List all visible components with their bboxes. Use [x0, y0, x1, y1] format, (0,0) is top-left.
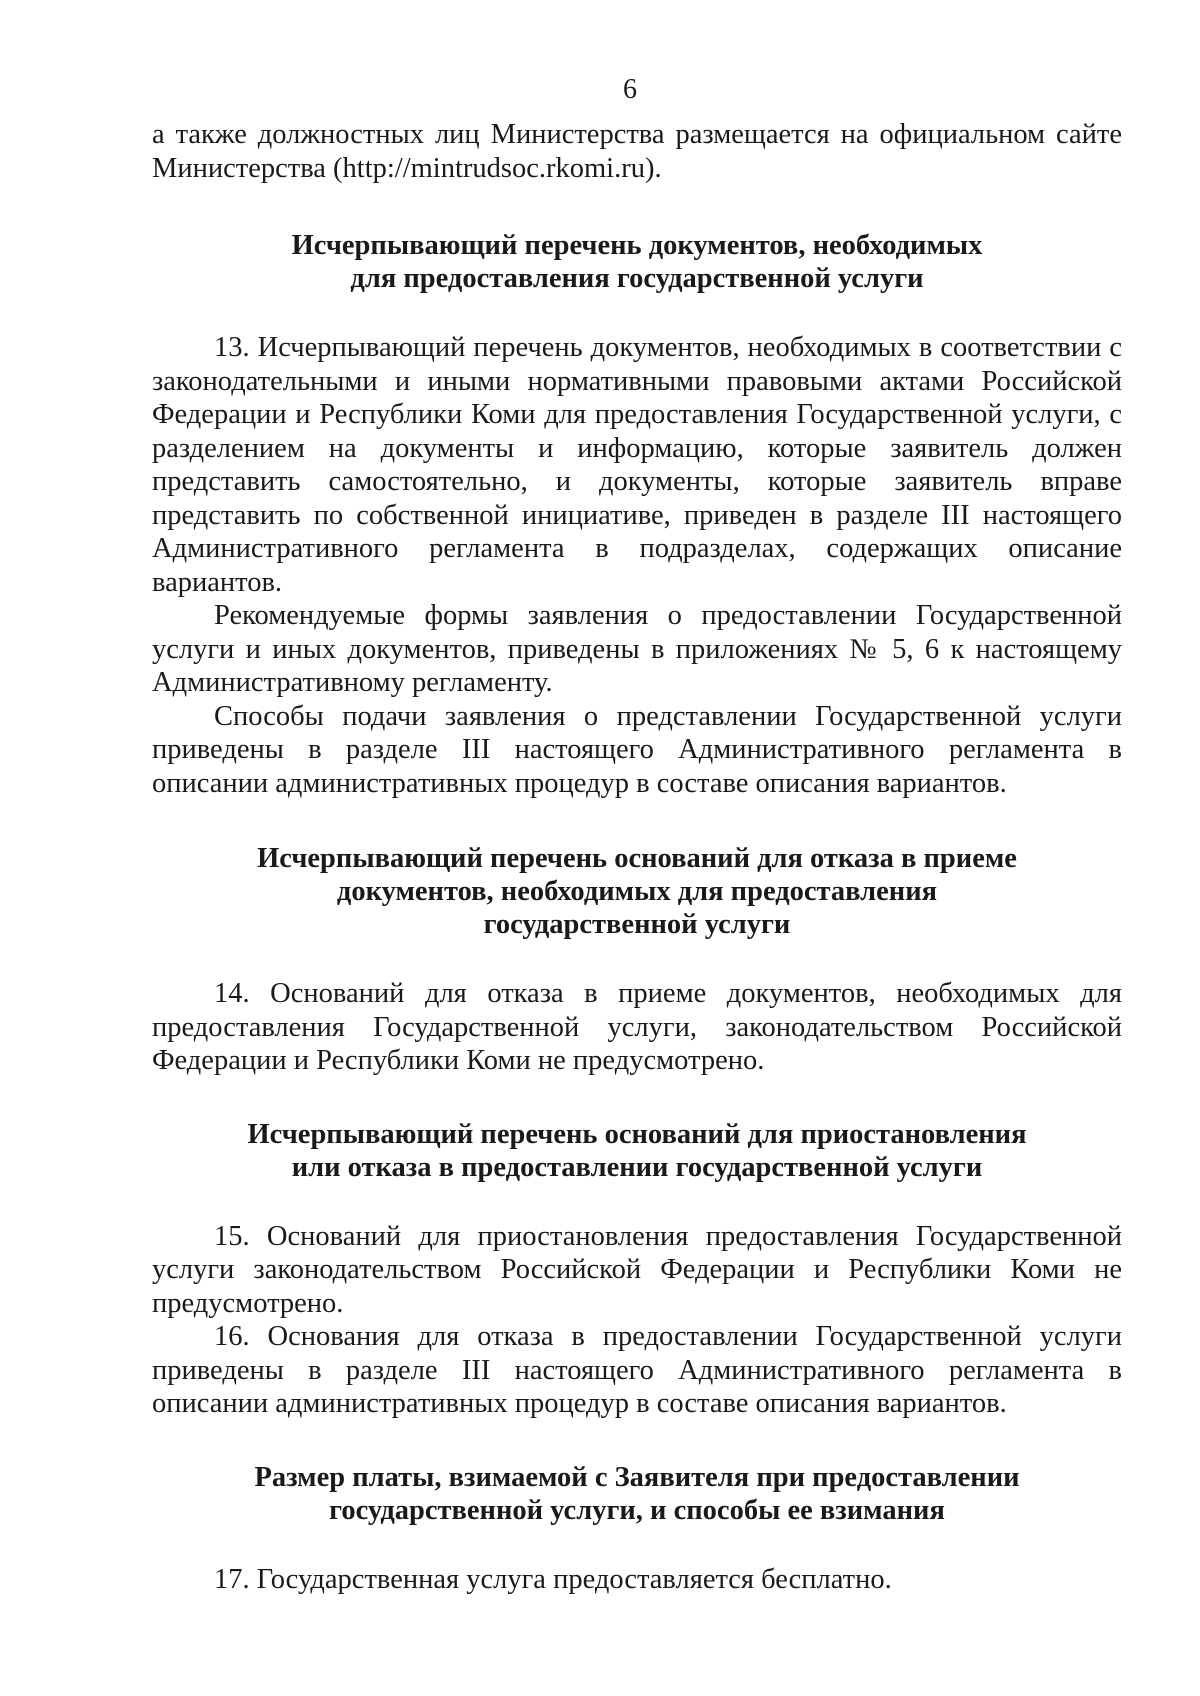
- heading-line: государственной услуги, и способы ее взимания: [329, 1494, 945, 1526]
- heading-line: государственной услуги: [483, 909, 791, 940]
- paragraph-14: 14. Оснований для отказа в приеме документов, необходимых для предоставления Государственной услуги, законодательством Российской Федерации и Республики Коми не предусмотрено.: [152, 978, 1122, 1076]
- paragraph-submission: Способы подачи заявления о представлении Государственной услуги приведены в разделе III настоящего Административного регламента в описании административных процедур в составе описания вариантов.: [152, 700, 1122, 799]
- paragraph-13: 13. Исчерпывающий перечень документов, необходимых в соответствии с законодательными и иными нормативными правовыми актами Российской Федерации и Республики Коми для предоставления Государственной услуги, с разделением на документы и информацию, которые заявитель должен представить самостоятельно, и документы, которые заявитель вправе представить по собственной инициативе, приведен в разделе III настоящего Административного регламента в подразделах, содержащих описание вариантов.: [152, 332, 1122, 598]
- document-body: [152, 118, 1122, 1596]
- section-heading-documents: [192, 229, 1082, 295]
- section-heading-fee: [192, 1461, 1082, 1527]
- heading-line: для предоставления государственной услуги: [350, 263, 924, 294]
- paragraph-15: 15. Оснований для приостановления предоставления Государственной услуги законодательством Российской Федерации и Республики Коми не предусмотрено.: [152, 1220, 1122, 1319]
- paragraph-17: 17. Государственная услуга предоставляется бесплатно.: [214, 1563, 892, 1595]
- paragraph-16: 16. Основания для отказа в предоставлении Государственной услуги приведены в разделе III настоящего Административного регламента в описании административных процедур в составе описания вариантов.: [152, 1321, 1122, 1419]
- heading-line: Исчерпывающий перечень оснований для отказа в приеме: [257, 843, 1017, 874]
- heading-line: Исчерпывающий перечень документов, необходимых: [291, 230, 983, 261]
- paragraph-forms: Рекомендуемые формы заявления о предоставлении Государственной услуги и иных документов, приведены в приложениях № 5, 6 к настоящему Административному регламенту.: [152, 600, 1122, 698]
- heading-line: или отказа в предоставлении государственной услуги: [291, 1151, 983, 1183]
- section-heading-suspension: [192, 1118, 1082, 1184]
- heading-line: Размер платы, взимаемой с Заявителя при предоставлении: [254, 1461, 1020, 1493]
- heading-line: Исчерпывающий перечень оснований для приостановления: [247, 1118, 1027, 1150]
- page-number: 6: [623, 74, 637, 105]
- section-heading-refusal-acceptance: [192, 842, 1082, 941]
- intro-paragraph: а также должностных лиц Министерства размещается на официальном сайте Министерства (http://mintrudsoc.rkomi.ru).: [152, 119, 1122, 184]
- heading-line: документов, необходимых для предоставления: [336, 876, 938, 907]
